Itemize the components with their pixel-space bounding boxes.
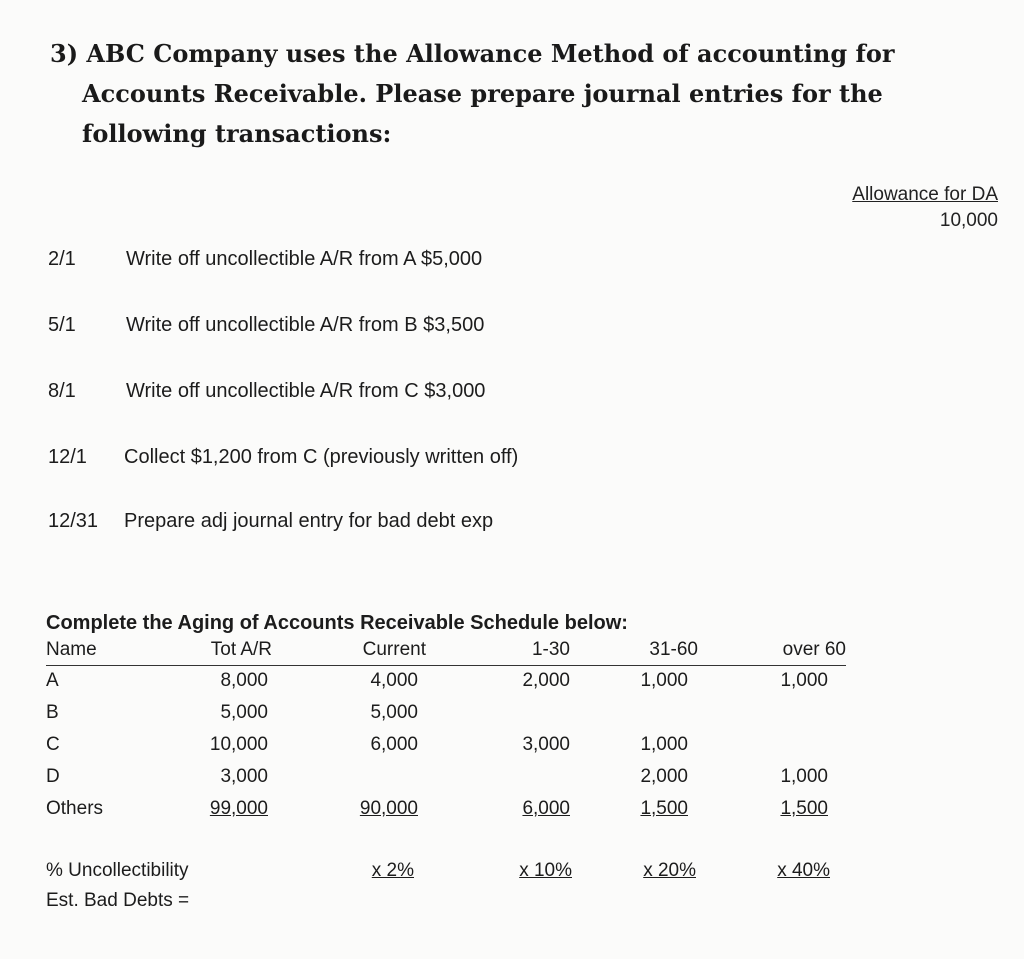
transaction-item	[48, 510, 493, 533]
transaction-item	[48, 248, 482, 271]
cell-1-30: 6,000	[522, 798, 570, 819]
table-row	[46, 794, 846, 826]
est-bad-debts-row	[46, 886, 846, 916]
transaction-item	[48, 380, 485, 403]
transaction-date: 2/1	[48, 248, 76, 270]
transaction-description: Collect $1,200 from C (previously written off)	[124, 446, 519, 468]
cell-total: 5,000	[220, 702, 268, 723]
cell-name: A	[46, 670, 59, 691]
heading-line-1: 3) ABC Company uses the Allowance Method of accounting for	[50, 39, 895, 68]
cell-over-60: 1,000	[780, 766, 828, 787]
cell-name: B	[46, 702, 59, 723]
header-total: Tot A/R	[210, 639, 272, 660]
cell-31-60: 1,000	[640, 734, 688, 755]
uncollectibility-row	[46, 856, 846, 886]
transaction-date: 12/1	[48, 446, 87, 468]
cell-1-30: 3,000	[522, 734, 570, 755]
schedule-header-row	[46, 637, 846, 666]
cell-over-60: 1,500	[780, 798, 828, 819]
problem-heading	[50, 34, 980, 154]
pct-31-60: x 20%	[643, 860, 696, 881]
cell-name: C	[46, 734, 60, 755]
pct-1-30: x 10%	[519, 860, 572, 881]
cell-current: 90,000	[359, 798, 418, 819]
transaction-item	[48, 446, 518, 469]
heading-line-3: following transactions:	[82, 119, 392, 148]
transaction-item	[48, 314, 484, 337]
cell-31-60: 1,000	[640, 670, 688, 691]
heading-line-2: Accounts Receivable. Please prepare journal entries for the	[82, 79, 883, 108]
schedule-title: Complete the Aging of Accounts Receivable Schedule below:	[46, 612, 628, 634]
header-name: Name	[46, 639, 97, 660]
cell-total: 10,000	[209, 734, 268, 755]
aging-schedule	[46, 612, 846, 916]
header-1-30: 1-30	[531, 639, 570, 660]
cell-total: 99,000	[209, 798, 268, 819]
transaction-description: Write off uncollectible A/R from A $5,000	[126, 248, 483, 270]
cell-current: 6,000	[370, 734, 418, 755]
transaction-date: 5/1	[48, 314, 76, 336]
table-row	[46, 730, 846, 762]
transaction-description: Write off uncollectible A/R from B $3,500	[126, 314, 485, 336]
cell-total: 3,000	[220, 766, 268, 787]
allowance-balance: 10,000	[939, 210, 998, 231]
pct-current: x 2%	[371, 860, 414, 881]
cell-current: 5,000	[370, 702, 418, 723]
cell-current: 4,000	[370, 670, 418, 691]
cell-over-60: 1,000	[780, 670, 828, 691]
header-current: Current	[362, 639, 426, 660]
uncollectibility-label: % Uncollectibility	[46, 860, 189, 881]
transaction-description: Write off uncollectible A/R from C $3,000	[126, 380, 486, 402]
cell-name: Others	[46, 798, 104, 819]
est-bad-debts-label: Est. Bad Debts =	[46, 890, 190, 911]
transaction-description: Prepare adj journal entry for bad debt exp	[124, 510, 494, 532]
header-over-60: over 60	[782, 639, 846, 660]
transaction-date: 8/1	[48, 380, 76, 402]
allowance-title: Allowance for DA	[852, 184, 998, 205]
allowance-t-account	[852, 182, 998, 234]
table-row	[46, 762, 846, 794]
table-row	[46, 666, 846, 698]
transaction-date: 12/31	[48, 510, 99, 532]
cell-31-60: 1,500	[640, 798, 688, 819]
cell-1-30: 2,000	[522, 670, 570, 691]
header-31-60: 31-60	[649, 639, 698, 660]
pct-over-60: x 40%	[777, 860, 830, 881]
table-row	[46, 698, 846, 730]
cell-31-60: 2,000	[640, 766, 688, 787]
cell-total: 8,000	[220, 670, 268, 691]
cell-name: D	[46, 766, 60, 787]
